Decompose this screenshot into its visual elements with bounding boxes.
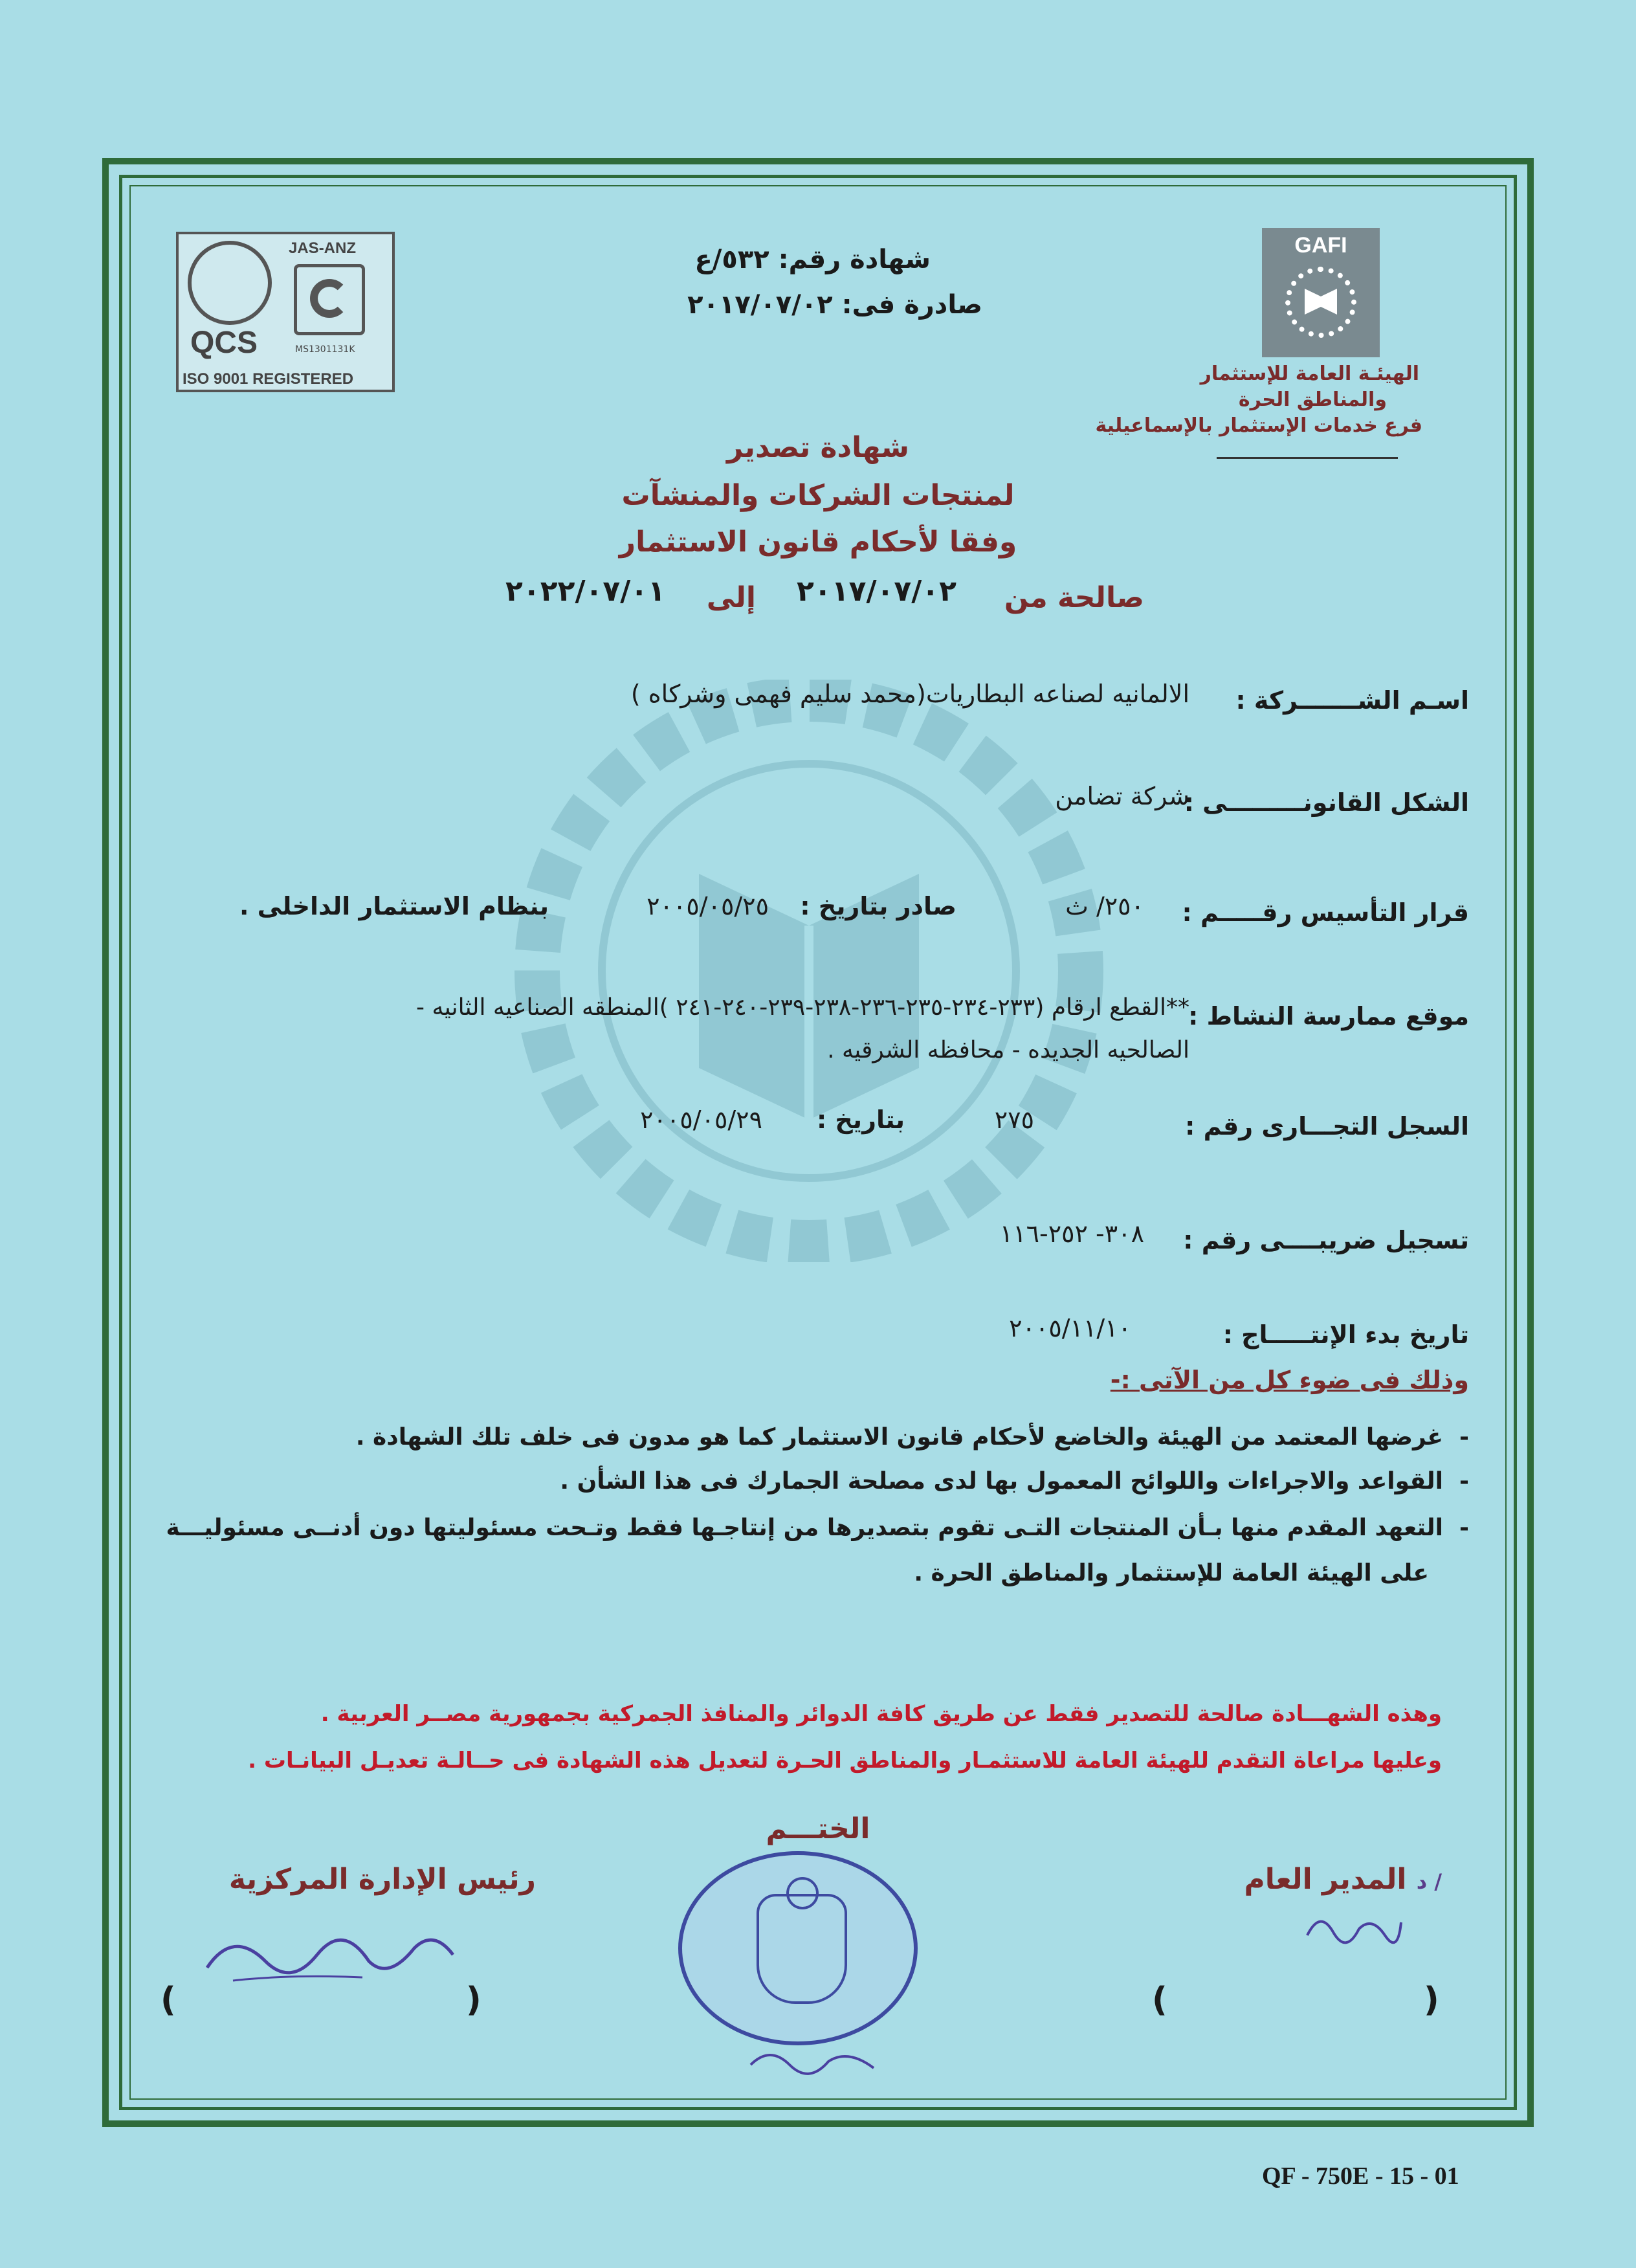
title-line1: شهادة تصدير <box>727 431 909 464</box>
jas-anz-label: JAS-ANZ <box>289 239 357 257</box>
head-paren-close: ) <box>466 1981 481 2019</box>
production-start-label: تاريخ بدء الإنتـــــاج : <box>1222 1320 1469 1349</box>
conditions-heading: وذلك فى ضوء كل من الآتى :- <box>1110 1366 1469 1394</box>
bullet-dash-icon: - <box>1443 1468 1469 1495</box>
valid-to-label: إلى <box>706 581 756 614</box>
company-value: الالمانيه لصناعه البطاريات(محمد سليم فهمى وشركاه ) <box>630 680 1189 708</box>
tax-registration-label: تسجيل ضريبــــى رقم : <box>1183 1226 1469 1254</box>
condition-item-1 <box>356 1424 1469 1451</box>
authority-name-line3: فرع خدمات الإستثمار بالإسماعيلية <box>1095 414 1422 437</box>
activity-site-label: موقع ممارسة النشاط : <box>1188 1002 1469 1030</box>
condition-text: القواعد والاجراءات واللوائح المعمول بها لدى مصلحة الجمارك فى هذا الشأن . <box>560 1468 1443 1495</box>
iso-registered: ISO 9001 REGISTERED <box>182 370 354 388</box>
stamp-handwriting-icon <box>744 2039 887 2084</box>
title-line2: لمنتجات الشركات والمنشآت <box>621 479 1015 512</box>
company-label: اسـم الشـــــــركة : <box>1235 686 1469 715</box>
activity-site-value-line2: الصالحيه الجديده - محافظه الشرقيه . <box>827 1037 1189 1063</box>
condition-item-3-continued: على الهيئة العامة للإستثمار والمناطق الحرة . <box>914 1560 1429 1586</box>
head-paren-open: ( <box>160 1981 176 2019</box>
title-line3: وفقا لأحكام قانون الاستثمار <box>619 526 1017 559</box>
official-stamp <box>678 1851 918 2045</box>
stamp-label: الختـــم <box>766 1812 870 1845</box>
gafi-logo <box>1262 228 1380 357</box>
gafi-book-icon <box>1285 267 1356 338</box>
register-date-label: بتاريخ : <box>816 1106 905 1134</box>
valid-from-date: ٢٠١٧/٠٧/٠٢ <box>797 575 956 608</box>
authority-name-line2: والمناطق الحرة <box>1238 388 1387 411</box>
authority-name-line1: الهيئـة العامة للإستثمار <box>1200 362 1419 385</box>
director-signature-icon <box>1301 1903 1404 1955</box>
gafi-watermark-icon <box>453 680 1165 1262</box>
condition-text: غرضها المعتمد من الهيئة والخاضع لأحكام قانون الاستثمار كما هو مدون فى خلف تلك الشهادة . <box>355 1424 1443 1451</box>
qcs-text: QCS <box>190 326 258 360</box>
ms-code: MS1301131K <box>295 344 355 355</box>
founding-decision-label: قرار التأسيس رقـــــم : <box>1182 898 1469 927</box>
valid-from-label: صالحة من <box>1004 581 1144 614</box>
founding-date: ٢٠٠٥/٠٥/٢٥ <box>647 892 769 920</box>
director-paren-close: ) <box>1424 1981 1439 2019</box>
production-start-date: ٢٠٠٥/١١/١٠ <box>1009 1314 1131 1342</box>
activity-site-value-line1: **القطع ارقام (٢٣٣-٢٣٤-٢٣٥-٢٣٦-٢٣٨-٢٣٩-٢٤٠-٢٤١ )المنطقه الصناعيه الثانيه - <box>416 994 1189 1021</box>
director-prefix: / د <box>1416 1869 1442 1894</box>
legal-form-label: الشكل القانونـــــــــى : <box>1184 788 1469 817</box>
condition-item-2 <box>560 1468 1469 1495</box>
gafi-label: GAFI <box>1294 233 1347 258</box>
head-signature-icon <box>194 1916 466 1994</box>
valid-to-date: ٢٠٢٢/٠٧/٠١ <box>505 575 665 608</box>
qcs-globe-icon <box>188 241 272 325</box>
central-admin-head-label: رئيس الإدارة المركزية <box>228 1863 536 1896</box>
notice-line2: وعليها مراعاة التقدم للهيئة العامة للاستثمـار والمناطق الحـرة لتعديل هذه الشهادة فى حــالـة تعديـل البيانـات . <box>248 1748 1442 1773</box>
bullet-dash-icon: - <box>1443 1424 1469 1451</box>
condition-item-3 <box>166 1515 1469 1541</box>
director-title: المدير العام <box>1244 1863 1407 1896</box>
cert-number: شهادة رقم: ٥٣٢/ع <box>694 245 931 274</box>
founding-date-label: صادر بتاريخ : <box>800 892 956 920</box>
jas-anz-mark-icon <box>294 264 365 335</box>
commercial-register-number: ٢٧٥ <box>994 1106 1034 1134</box>
director-paren-open: ( <box>1152 1981 1167 2019</box>
notice-line1: وهذه الشهـــادة صالحة للتصدير فقط عن طريق كافة الدوائر والمنافذ الجمركية بجمهورية مصــر العربية . <box>320 1701 1442 1727</box>
qcs-logo <box>176 232 395 392</box>
form-code: QF - 750E - 15 - 01 <box>1262 2162 1459 2190</box>
condition-text: التعهد المقدم منها بـأن المنتجات التـى تقوم بتصديرها من إنتاجـها فقط وتـحت مسئوليتها دون أدنــى مسئوليـــة <box>166 1515 1443 1541</box>
eagle-emblem-icon <box>757 1894 847 2004</box>
bullet-dash-icon: - <box>1443 1515 1469 1541</box>
legal-form-value: شركة تضامن <box>1055 782 1189 810</box>
founding-system: بنظام الاستثمار الداخلى . <box>239 892 549 920</box>
issue-date: صادرة فى: ٢٠١٧/٠٧/٠٢ <box>687 290 982 320</box>
tax-registration-value: ٣٠٨- ٢٥٢-١١٦ <box>999 1219 1144 1248</box>
founding-decision-number: ٢٥٠/ ث <box>1065 892 1144 920</box>
commercial-register-label: السجل التجـــارى رقم : <box>1185 1112 1469 1140</box>
register-date: ٢٠٠٥/٠٥/٢٩ <box>640 1106 762 1134</box>
general-director-label <box>1244 1863 1442 1896</box>
